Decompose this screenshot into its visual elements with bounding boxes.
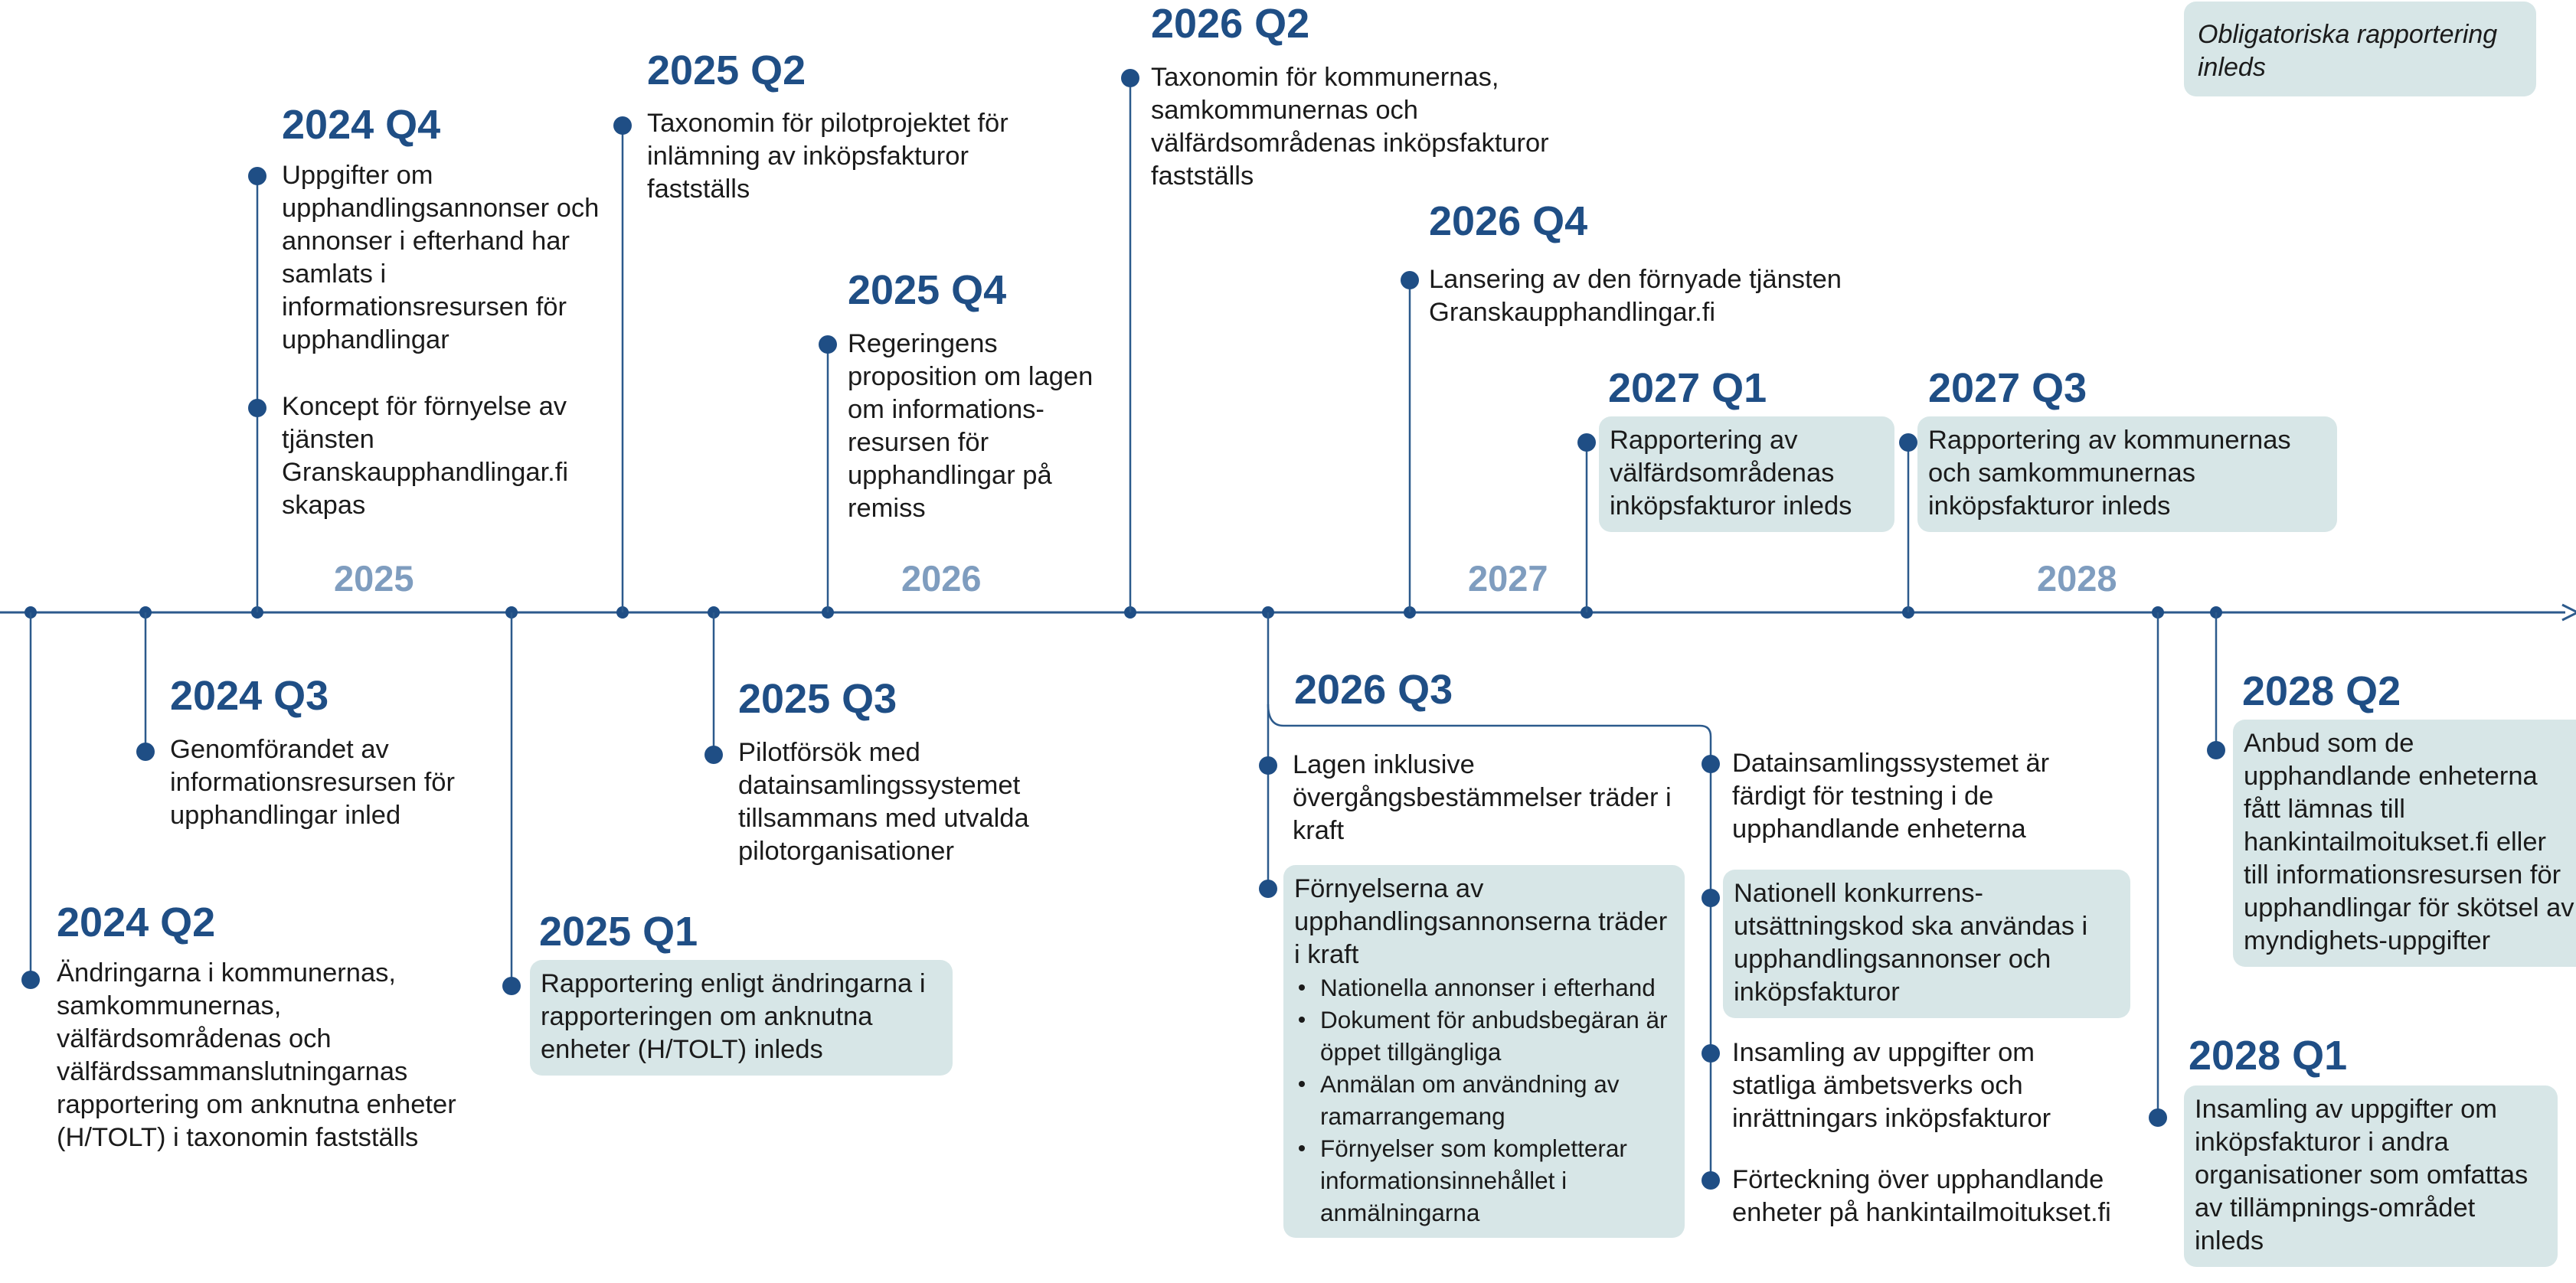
quarter-title-2027-q3: 2027 Q3 [1928,365,2087,411]
mandatory-entry-2028-q1-0 [2184,1085,2558,1267]
mandatory-entry-2028-q2-0 [2233,720,2576,967]
quarter-title-2024-q3: 2024 Q3 [170,673,329,719]
milestone-entry-2026-q2-0 [1151,61,1610,193]
entry-text: Lansering av den förnyade tjänsten Granskaupphandlingar.fi [1429,265,1842,327]
mandatory-entry-2027-q1-0 [1599,416,1894,532]
quarter-title-2026-q3: 2026 Q3 [1294,667,1453,713]
entry-bullet: Förnyelser som kompletterar informationsinnehållet i anmälningarna [1294,1132,1674,1229]
entry-text: Förteckning över upphandlande enheter på hankintailmoitukset.fi [1732,1165,2111,1227]
milestone-entry-2026-q3-4 [1732,1037,2115,1135]
quarter-title-2026-q2: 2026 Q2 [1151,1,1310,47]
entry-text: Pilotförsök med datainsamlingssystemet tillsammans med utvalda pilotorganisationer [738,738,1029,866]
entry-text: Regeringens proposition om lagen om informations-resursen för upphandlingar på remiss [848,329,1093,523]
entry-bullet: Nationella annonser i efterhand [1294,971,1674,1004]
entry-text: Ändringarna i kommunernas, samkommunernas, välfärdsområdenas och välfärdssammanslutningarnas rapportering om anknutna enheter (H/TOLT) i taxonomin fastställs [57,958,456,1152]
quarter-title-2025-q1: 2025 Q1 [539,909,698,955]
entry-bullet-list [1294,971,1674,1229]
milestone-entry-2026-q3-5 [1732,1164,2115,1229]
milestone-entry-2026-q3-0 [1293,749,1675,847]
milestone-entry-2025-q3-0 [738,736,1106,868]
year-label-2025: 2025 [334,558,414,599]
entry-text: Anbud som de upphandlande enheterna fått lämnas till hankintailmoitukset.fi eller till informationsresursen för upphandlingar för skötsel av myndighets-uppgifter [2244,729,2574,955]
quarter-title-2028-q2: 2028 Q2 [2242,668,2401,714]
quarter-title-2024-q2: 2024 Q2 [57,899,216,945]
milestone-entry-2026-q4-0 [1429,263,1888,329]
year-label-2028: 2028 [2037,558,2117,599]
quarter-title-2025-q2: 2025 Q2 [647,47,806,93]
entry-text: Nationell konkurrens-utsättningskod ska användas i upphandlingsannonser och inköpsfakturor [1734,879,2088,1007]
year-label-2026: 2026 [901,558,982,599]
entry-bullet: Dokument för anbudsbegäran är öppet tillgängliga [1294,1004,1674,1068]
mandatory-entry-2027-q3-0 [1917,416,2337,532]
entry-text: Insamling av uppgifter om inköpsfakturor i andra organisationer som omfattas av tillämpnings-området inleds [2195,1095,2529,1255]
milestone-entry-2025-q2-0 [647,107,1076,206]
legend-mandatory-text: Obligatoriska rapportering inleds [2198,20,2498,82]
quarter-title-2026-q4: 2026 Q4 [1429,198,1588,244]
entry-text: Rapportering av kommunernas och samkommunernas inköpsfakturor inleds [1928,426,2291,521]
entry-text: Taxonomin för pilotprojektet för inlämning av inköpsfakturor fastställs [647,109,1008,204]
milestone-entry-2026-q3-2 [1732,747,2115,846]
year-label-2027: 2027 [1468,558,1548,599]
entry-text: Rapportering enligt ändringarna i rapporteringen om anknutna enheter (H/TOLT) inleds [541,969,926,1064]
milestone-entry-2024-q2-0 [57,957,485,1154]
quarter-title-2025-q4: 2025 Q4 [848,267,1007,313]
mandatory-entry-2025-q1-0 [530,960,953,1076]
quarter-title-2024-q4: 2024 Q4 [282,102,441,148]
quarter-title-2027-q1: 2027 Q1 [1608,365,1767,411]
milestone-entry-2024-q4-0 [282,159,603,357]
entry-text: Rapportering av välfärdsområdenas inköpsfakturor inleds [1610,426,1852,521]
mandatory-entry-2026-q3-1 [1283,865,1685,1238]
entry-text: Lagen inklusive övergångsbestämmelser träder i kraft [1293,750,1672,845]
entry-text: Genomförandet av informationsresursen för upphandlingar inled [170,735,455,830]
entry-text: Insamling av uppgifter om statliga ämbetsverks och inrättningars inköpsfakturor [1732,1038,2051,1133]
legend-mandatory-reporting [2184,2,2536,96]
milestone-entry-2025-q4-0 [848,328,1123,525]
entry-text: Koncept för förnyelse av tjänsten Granskaupphandlingar.fi skapas [282,392,569,520]
entry-text: Taxonomin för kommunernas, samkommunernas och välfärdsområdenas inköpsfakturor fastställs [1151,63,1549,191]
entry-text: Uppgifter om upphandlingsannonser och annonser i efterhand har samlats i informationsresursen för upphandlingar [282,161,600,354]
milestone-entry-2024-q4-1 [282,390,603,522]
entry-text: Datainsamlingssystemet är färdigt för testning i de upphandlande enheterna [1732,749,2050,844]
quarter-title-2025-q3: 2025 Q3 [738,676,897,722]
milestone-entry-2024-q3-0 [170,733,492,832]
entry-text: Förnyelserna av upphandlingsannonserna träder i kraft [1294,874,1668,969]
mandatory-entry-2026-q3-3 [1723,870,2130,1018]
quarter-title-2028-q1: 2028 Q1 [2189,1033,2348,1079]
entry-bullet: Anmälan om användning av ramarrangemang [1294,1068,1674,1132]
